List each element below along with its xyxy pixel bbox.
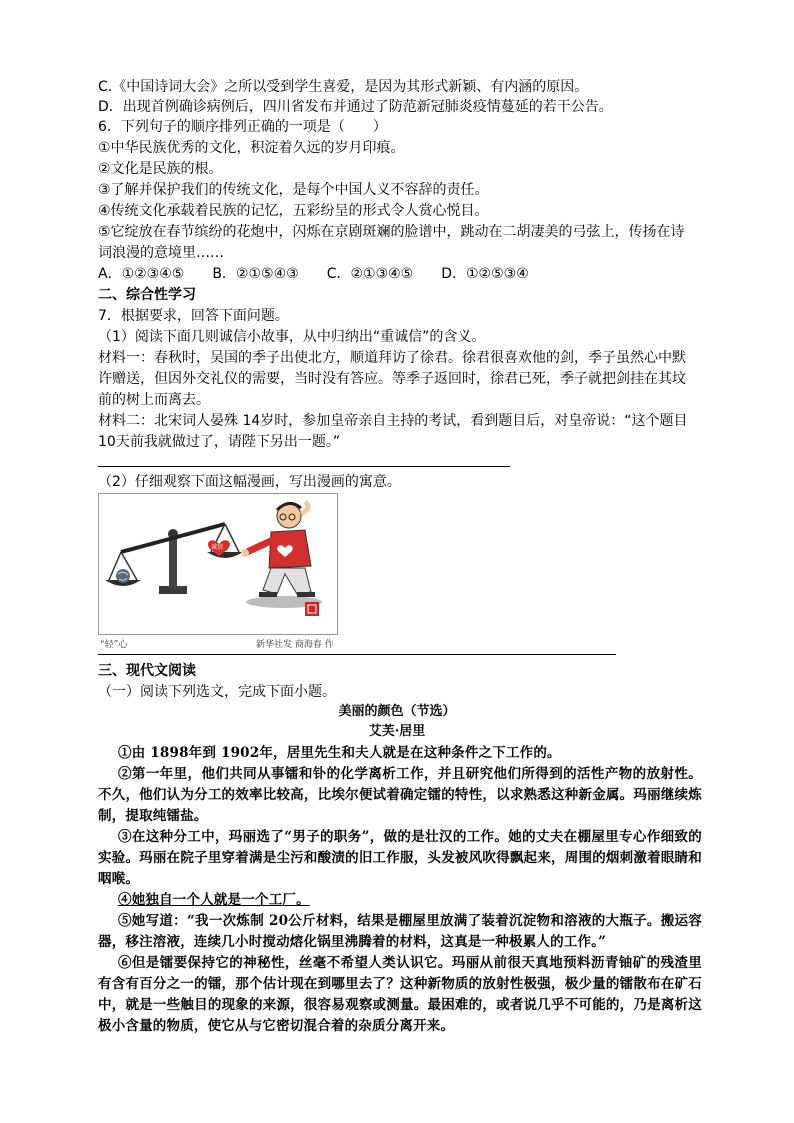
paragraph-2: ②第一年里，他们共同从事镭和钋的化学离析工作，并且研究他们所得到的活性产物的放射性。不久，他们认为分工的效率比较高，比埃尔便试着确定镭的特性，以求熟悉这种新金属。玛丽继续炼制，提取纯镭盐。	[98, 766, 702, 824]
heart-tag: 诚信	[211, 544, 224, 551]
reading-instructions: （一）阅读下列选文，完成下面小题。	[98, 684, 336, 700]
material-2-line-1: 材料二：北宋词人晏殊 14岁时，参加皇帝亲自主持的考试，看到题目后，对皇帝说：“这个题目	[98, 413, 688, 429]
paragraph-3: ③在这种分工中，玛丽选了“男子的职务”，做的是壮汉的工作。她的丈夫在棚屋里专心作细致的实验。玛丽在院子里穿着满是尘污和酸渍的旧工作服，头发被风吹得飘起来，周围的烟刺激着眼睛和咽喉。	[98, 829, 702, 887]
sentence-2: ②文化是民族的根。	[98, 161, 223, 177]
paragraph-6: ⑥但是镭要保持它的神秘性，丝毫不希望人类认识它。玛丽从前很天真地预料沥青铀矿的残渣里有含有百分之一的镭，那个估计现在到哪里去了？这种新物质的放射性极强，极少量的镭散布在矿石中，就是一些触目的现象的来源，很容易观察或测量。最困难的，或者说几乎不可能的，乃是离析这极小含量的物质，使它从与它密切混合着的杂质分离开来。	[98, 955, 702, 1034]
reading-title: 美丽的颜色（节选）	[338, 704, 456, 719]
paragraph-4: ④她独自一个人就是一个工厂。	[118, 892, 310, 908]
cartoon-caption-left: “轻”心	[100, 640, 128, 650]
paragraph-1: ①由 1898年到 1902年，居里先生和夫人就是在这种条件之下工作的。	[118, 745, 561, 761]
option-c-line: C.《中国诗词大会》之所以受到学生喜爱，是因为其形式新颖、有内涵的原因。	[98, 79, 589, 95]
globe-icon	[116, 569, 130, 583]
question-6: 6．下列句子的顺序排列正确的一项是（ ）	[98, 119, 387, 135]
section-2-heading: 二、综合性学习	[98, 287, 196, 303]
reading-passage	[98, 743, 702, 1037]
cartoon-image	[98, 493, 338, 635]
material-1-line-3: 前的树上而离去。	[98, 392, 210, 408]
man-figure	[241, 502, 315, 597]
balance-scale-cartoon	[99, 494, 337, 634]
section-3-heading: 三、现代文阅读	[98, 663, 196, 679]
material-2-line-2: 10天前我就做过了，请陛下另出一题。”	[98, 434, 341, 450]
sentence-5-cont: 词浪漫的意境里……	[98, 245, 224, 261]
sentence-1: ①中华民族优秀的文化，积淀着久远的岁月印痕。	[98, 140, 405, 156]
sentence-4: ④传统文化承载着民族的记忆，五彩纷呈的形式令人赏心悦目。	[98, 203, 489, 219]
cartoon-caption-right: 新华社发 商海春 作	[256, 640, 334, 650]
answer-line-1[interactable]	[98, 466, 510, 467]
question-7-part-2: （2）仔细观察下面这幅漫画，写出漫画的寓意。	[98, 474, 401, 490]
sentence-3: ③了解并保护我们的传统文化，是每个中国人义不容辞的责任。	[98, 182, 489, 198]
seal-stamp	[305, 602, 319, 616]
question-7: 7．根据要求，回答下面问题。	[98, 308, 289, 324]
right-pan	[207, 552, 243, 558]
reading-author: 艾芙·居里	[368, 724, 426, 739]
material-1-line-2: 许赠送，但因外交礼仪的需要，当时没有答应。等季子返回时，徐君已死，季子就把剑挂在其坟	[98, 371, 686, 387]
option-d-line: D．出现首例确诊病例后，四川省发布并通过了防范新冠肺炎疫情蔓延的若干公告。	[98, 99, 613, 115]
question-6-options: A．①②③④⑤ B．②①⑤④③ C．②①③④⑤ D．①②⑤③④	[98, 266, 529, 282]
scale-post	[169, 536, 177, 588]
sentence-5: ⑤它绽放在春节缤纷的花炮中，闪烁在京剧斑斓的脸谱中，跳动在二胡凄美的弓弦上，传扬在诗	[98, 224, 685, 240]
answer-line-2[interactable]	[98, 654, 616, 655]
question-7-part-1: （1）阅读下面几则诚信小故事，从中归纳出“重诚信”的含义。	[98, 329, 486, 345]
paragraph-5: ⑤她写道：“我一次炼制 20公斤材料，结果是棚屋里放满了装着沉淀物和溶液的大瓶子。搬运容器，移注溶液，连续几小时搅动熔化锅里沸腾着的材料，这真是一种极累人的工作。”	[98, 913, 702, 950]
material-1-line-1: 材料一：春秋时，吴国的季子出使北方，顺道拜访了徐君。徐君很喜欢他的剑，季子虽然心中默	[98, 350, 686, 366]
